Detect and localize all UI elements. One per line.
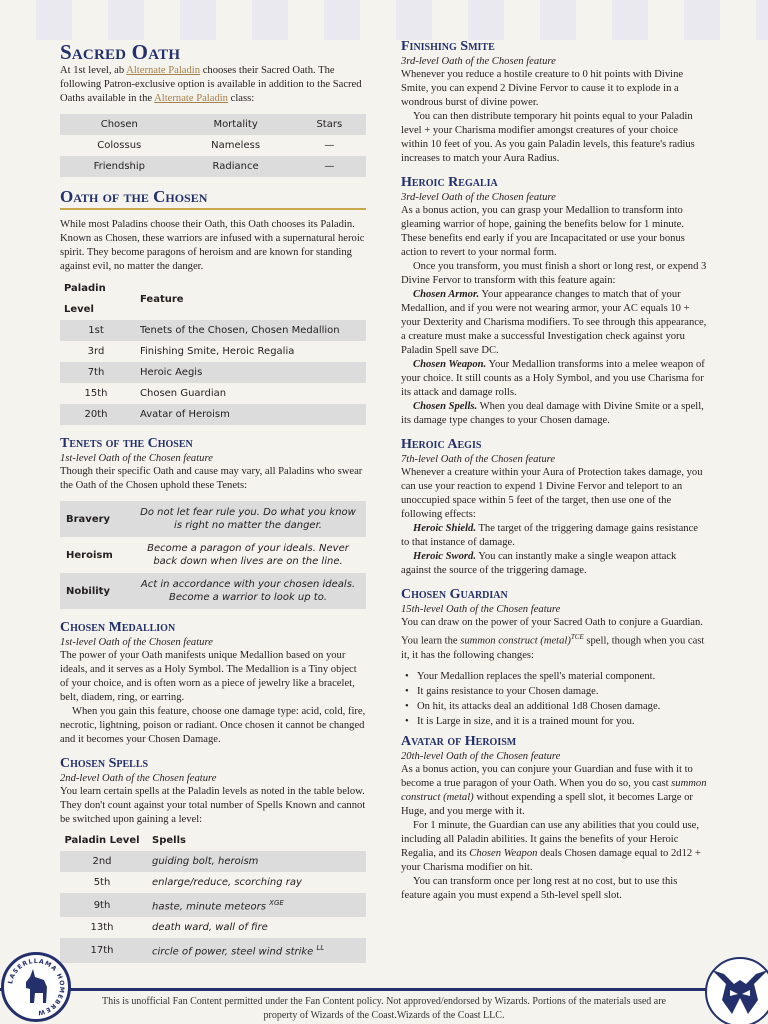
guardian-paragraph: You can draw on the power of your Sacred Oath to conjure a Guardian. You learn the summon construct (metal)$^{TCE}$ spell, though when you cast it, it has the following changes: xyxy=(401,617,705,661)
table-cell: Heroic Aegis xyxy=(132,362,366,383)
section-title-avatar-of-heroism: Avatar of Heroism xyxy=(401,733,517,749)
table-cell: 15th xyxy=(84,388,108,399)
section-title-heroic-regalia: Heroic Regalia xyxy=(401,175,498,190)
tenet-text: Act in accordance with your chosen ideals. Become a warrior to look up to. xyxy=(130,573,366,609)
source-tag: XGE xyxy=(269,899,284,907)
bullet-item: • Your Medallion replaces the spell's material component. xyxy=(401,669,707,684)
bullet-item: • On hit, its attacks deal an additional 1d8 Chosen damage. xyxy=(401,699,707,714)
section-title-chosen-spells: Chosen Spells xyxy=(60,756,149,771)
table-cell: Nameless xyxy=(211,140,261,151)
table-row xyxy=(60,114,366,135)
spells-subtitle: 2nd-level Oath of the Chosen feature xyxy=(60,773,217,784)
top-decoration xyxy=(0,0,768,40)
spell-list: guiding bolt, heroism xyxy=(144,851,366,872)
spell-level: 5th xyxy=(93,877,111,888)
bullet-item: • It is Large in size, and it is a trained mount for you. xyxy=(401,714,707,729)
section-title-heroic-aegis: Heroic Aegis xyxy=(401,437,482,452)
guardian-subtitle: 15th-level Oath of the Chosen feature xyxy=(401,604,561,615)
medallion-paragraph: When you gain this feature, choose one damage type: acid, cold, fire, necrotic, lightning, poison or radiant. Once chosen it cannot be changed and it becomes your Chosen Damage. xyxy=(60,706,366,745)
table-cell: 20th xyxy=(60,404,132,425)
finishing-subtitle: 3rd-level Oath of the Chosen feature xyxy=(401,56,556,67)
regalia-armor: Chosen Armor. Your appearance changes to match that of your Medallion, and if you were not wearing armor, your AC equals 10 + your Dexterity and Charisma modifiers. To see through this appearance, a creature must make a successful Investigation check against yoru Paladin Spell save DC. xyxy=(401,289,707,356)
finishing-paragraph: Whenever you reduce a hostile creature to 0 hit points with Divine Smite, you can expend 2 Divine Fervor to cause it to explode in a wondrous burst of divine power. xyxy=(401,69,684,108)
guardian-bullets xyxy=(401,669,707,729)
table-cell: 3rd xyxy=(87,346,105,357)
section-title-chosen-guardian: Chosen Guardian xyxy=(401,587,508,602)
spells-table xyxy=(60,830,366,963)
table-row xyxy=(60,917,366,938)
tenet-name: Heroism xyxy=(66,549,113,561)
table-row xyxy=(60,341,366,362)
helmet-logo xyxy=(700,954,768,1024)
medallion-paragraph: The power of your Oath manifests unique Medallion based on your ideals, and it serves as a Holy Symbol. The Medallion is a Tiny object of your choice, and is often worn as a piece of jewelry like a bracelet, belt, diadem, ring, or earring. xyxy=(60,650,357,703)
medallion-subtitle: 1st-level Oath of the Chosen feature xyxy=(60,637,213,648)
spell-level: 13th xyxy=(90,922,114,934)
tenet-text: Become a paragon of your ideals. Never back down when lives are on the line. xyxy=(147,543,349,567)
section-title-sacred-oath: Sacred Oath xyxy=(60,40,181,64)
aegis-paragraph: Whenever a creature within your Aura of Protection takes damage, you can use your reaction to expend 1 Divine Fervor and teleport to an unoccupied space within 5 feet of the target, then use one of the following effects: xyxy=(401,467,703,520)
table-cell: Friendship xyxy=(60,156,179,177)
table-cell: Mortality xyxy=(179,114,293,135)
table-cell: — xyxy=(293,156,366,177)
regalia-paragraph: Once you transform, you must finish a short or long rest, or expend 3 Divine Fervor to transform with this feature again: xyxy=(401,261,707,286)
table-cell: 7th xyxy=(60,362,132,383)
table-cell: Stars xyxy=(293,114,366,135)
laserllama-logo xyxy=(1,952,71,1022)
oath-description: While most Paladins choose their Oath, this Oath chooses its Paladin. Known as Chosen, these warriors are infused with a supernatural heroic spirit. They become paragons of heroism and are known for standing against evil, no matter the danger. xyxy=(60,219,365,272)
footer-text: This is unofficial Fan Content permitted under the Fan Content policy. Not approved/endorsed by Wizards. Portions of the materials used are property of Wizards of the Coast.Wizards of the Coast LLC. xyxy=(101,996,666,1021)
table-row xyxy=(60,893,366,917)
spell-level: 2nd xyxy=(60,851,144,872)
footer xyxy=(0,988,768,1024)
table-row xyxy=(60,851,366,872)
aegis-shield: Heroic Shield. The target of the triggering damage gains resistance to that instance of damage. xyxy=(401,523,698,548)
level-table-header: Feature xyxy=(140,293,184,305)
left-column xyxy=(60,40,366,963)
level-table xyxy=(60,278,366,425)
table-row xyxy=(60,404,366,425)
table-cell: Avatar of Heroism xyxy=(132,404,366,425)
alternate-paladin-link[interactable]: Alternate Paladin xyxy=(154,93,228,104)
avatar-paragraph: For 1 minute, the Guardian can use any abilities that you could use, including all Paladin abilities. It gains the benefits of your Heroic Regalia, and its Chosen Weapon deals Chosen damage equal to 2d12 + your Charisma modifier on hit. xyxy=(401,819,701,873)
aegis-subtitle: 7th-level Oath of the Chosen feature xyxy=(401,454,556,465)
tenet-name: Nobility xyxy=(60,573,130,609)
regalia-spells: Chosen Spells. When you deal damage with Divine Smite or a spell, its damage type changes to your Chosen damage. xyxy=(401,401,704,426)
patron-table xyxy=(60,114,366,177)
tenets-description: Though their specific Oath and cause may vary, all Paladins who swear the Oath of the Chosen uphold these Tenets: xyxy=(60,466,363,491)
avatar-subtitle: 20th-level Oath of the Chosen feature xyxy=(401,750,561,762)
table-cell: Chosen xyxy=(60,114,179,135)
spell-level: 9th xyxy=(60,893,144,917)
tenet-text: Do not let fear rule you. Do what you know is right no matter the danger. xyxy=(130,501,366,537)
avatar-paragraph: You can transform once per long rest at no cost, but to use this feature again you must expend a 5th-level spell slot. xyxy=(401,875,678,901)
table-cell: Radiance xyxy=(179,156,293,177)
sacred-oath-intro: At 1st level, ab Alternate Paladin chooses their Sacred Oath. The following Patron-exclusive option is available in addition to the Sacred Oaths available in the Alternate Paladin class: xyxy=(60,65,362,104)
table-row xyxy=(60,135,366,156)
table-row xyxy=(60,938,366,962)
spells-table-header: Spells xyxy=(152,835,186,846)
finishing-paragraph: You can then distribute temporary hit points equal to your Paladin level + your Charisma modifier amongst creatures of your choice within 10 feet of you. As you gain Paladin levels, this feature's radius increases to match your Aura Radius. xyxy=(401,111,695,164)
section-title-chosen-medallion: Chosen Medallion xyxy=(60,620,176,635)
table-cell: 1st xyxy=(60,320,132,341)
regalia-subtitle: 3rd-level Oath of the Chosen feature xyxy=(401,192,556,203)
source-tag: LL xyxy=(316,944,325,953)
table-row xyxy=(60,383,366,404)
table-row xyxy=(60,320,366,341)
spell-list: circle of power, steel wind strike $^{LL}$ xyxy=(144,938,366,962)
spell-list: death ward, wall of fire xyxy=(152,922,268,934)
alternate-paladin-link[interactable]: Alternate Paladin xyxy=(126,65,201,76)
section-title-finishing-smite: Finishing Smite xyxy=(401,39,495,54)
regalia-weapon: Chosen Weapon. Your Medallion transforms into a melee weapon of your choice. It still counts as a Holy Symbol, and you use Charisma for its attack and damage rolls. xyxy=(401,359,705,398)
logo-text: LASERLLAMA HOMEBREW xyxy=(7,957,66,1017)
table-cell: — xyxy=(324,140,335,151)
level-table-header: Paladin Level xyxy=(64,283,106,315)
right-column xyxy=(401,40,707,903)
section-title-oath-of-the-chosen: Oath of the Chosen xyxy=(60,187,366,210)
regalia-paragraph: As a bonus action, you can grasp your Medallion to transform into gleaming warrior of hope, gaining the benefits below for 1 minute. These benefits end early if you are Incapacitated or use your bonus action to revert to your normal form. xyxy=(401,205,685,258)
spell-list: haste, minute meteors $^{XGE}$ xyxy=(144,893,366,917)
avatar-paragraph: As a bonus action, you can conjure your Guardian and fuse with it to become a true paragon of your Oath. When you do so, you cast summon construct (metal) without expending a spell slot, it becomes Large or Huge, and you merge with it. xyxy=(401,763,707,817)
table-row xyxy=(60,501,366,537)
table-row xyxy=(60,362,366,383)
table-cell: Chosen Guardian xyxy=(140,388,227,399)
table-row xyxy=(60,573,366,609)
spells-table-header: Paladin Level xyxy=(64,835,140,846)
section-title-tenets: Tenets of the Chosen xyxy=(60,436,193,451)
tenet-name: Bravery xyxy=(60,501,130,537)
table-cell: Tenets of the Chosen, Chosen Medallion xyxy=(132,320,366,341)
table-row xyxy=(60,872,366,893)
spells-description: You learn certain spells at the Paladin levels as noted in the table below. They don't count against your total number of Spells Known and cannot be switched upon gaining a level: xyxy=(60,786,366,825)
aegis-sword: Heroic Sword. You can instantly make a single weapon attack against the source of the triggering damage. xyxy=(401,551,677,576)
spell-list: enlarge/reduce, scorching ray xyxy=(152,877,302,888)
tenets-table xyxy=(60,501,366,609)
table-row xyxy=(60,156,366,177)
tenets-subtitle: 1st-level Oath of the Chosen feature xyxy=(60,453,213,464)
spell-level: 17th xyxy=(60,938,144,962)
table-cell: Finishing Smite, Heroic Regalia xyxy=(140,346,295,357)
table-row xyxy=(60,537,366,573)
table-cell: Colossus xyxy=(97,140,142,151)
bullet-item: • It gains resistance to your Chosen damage. xyxy=(401,684,707,699)
